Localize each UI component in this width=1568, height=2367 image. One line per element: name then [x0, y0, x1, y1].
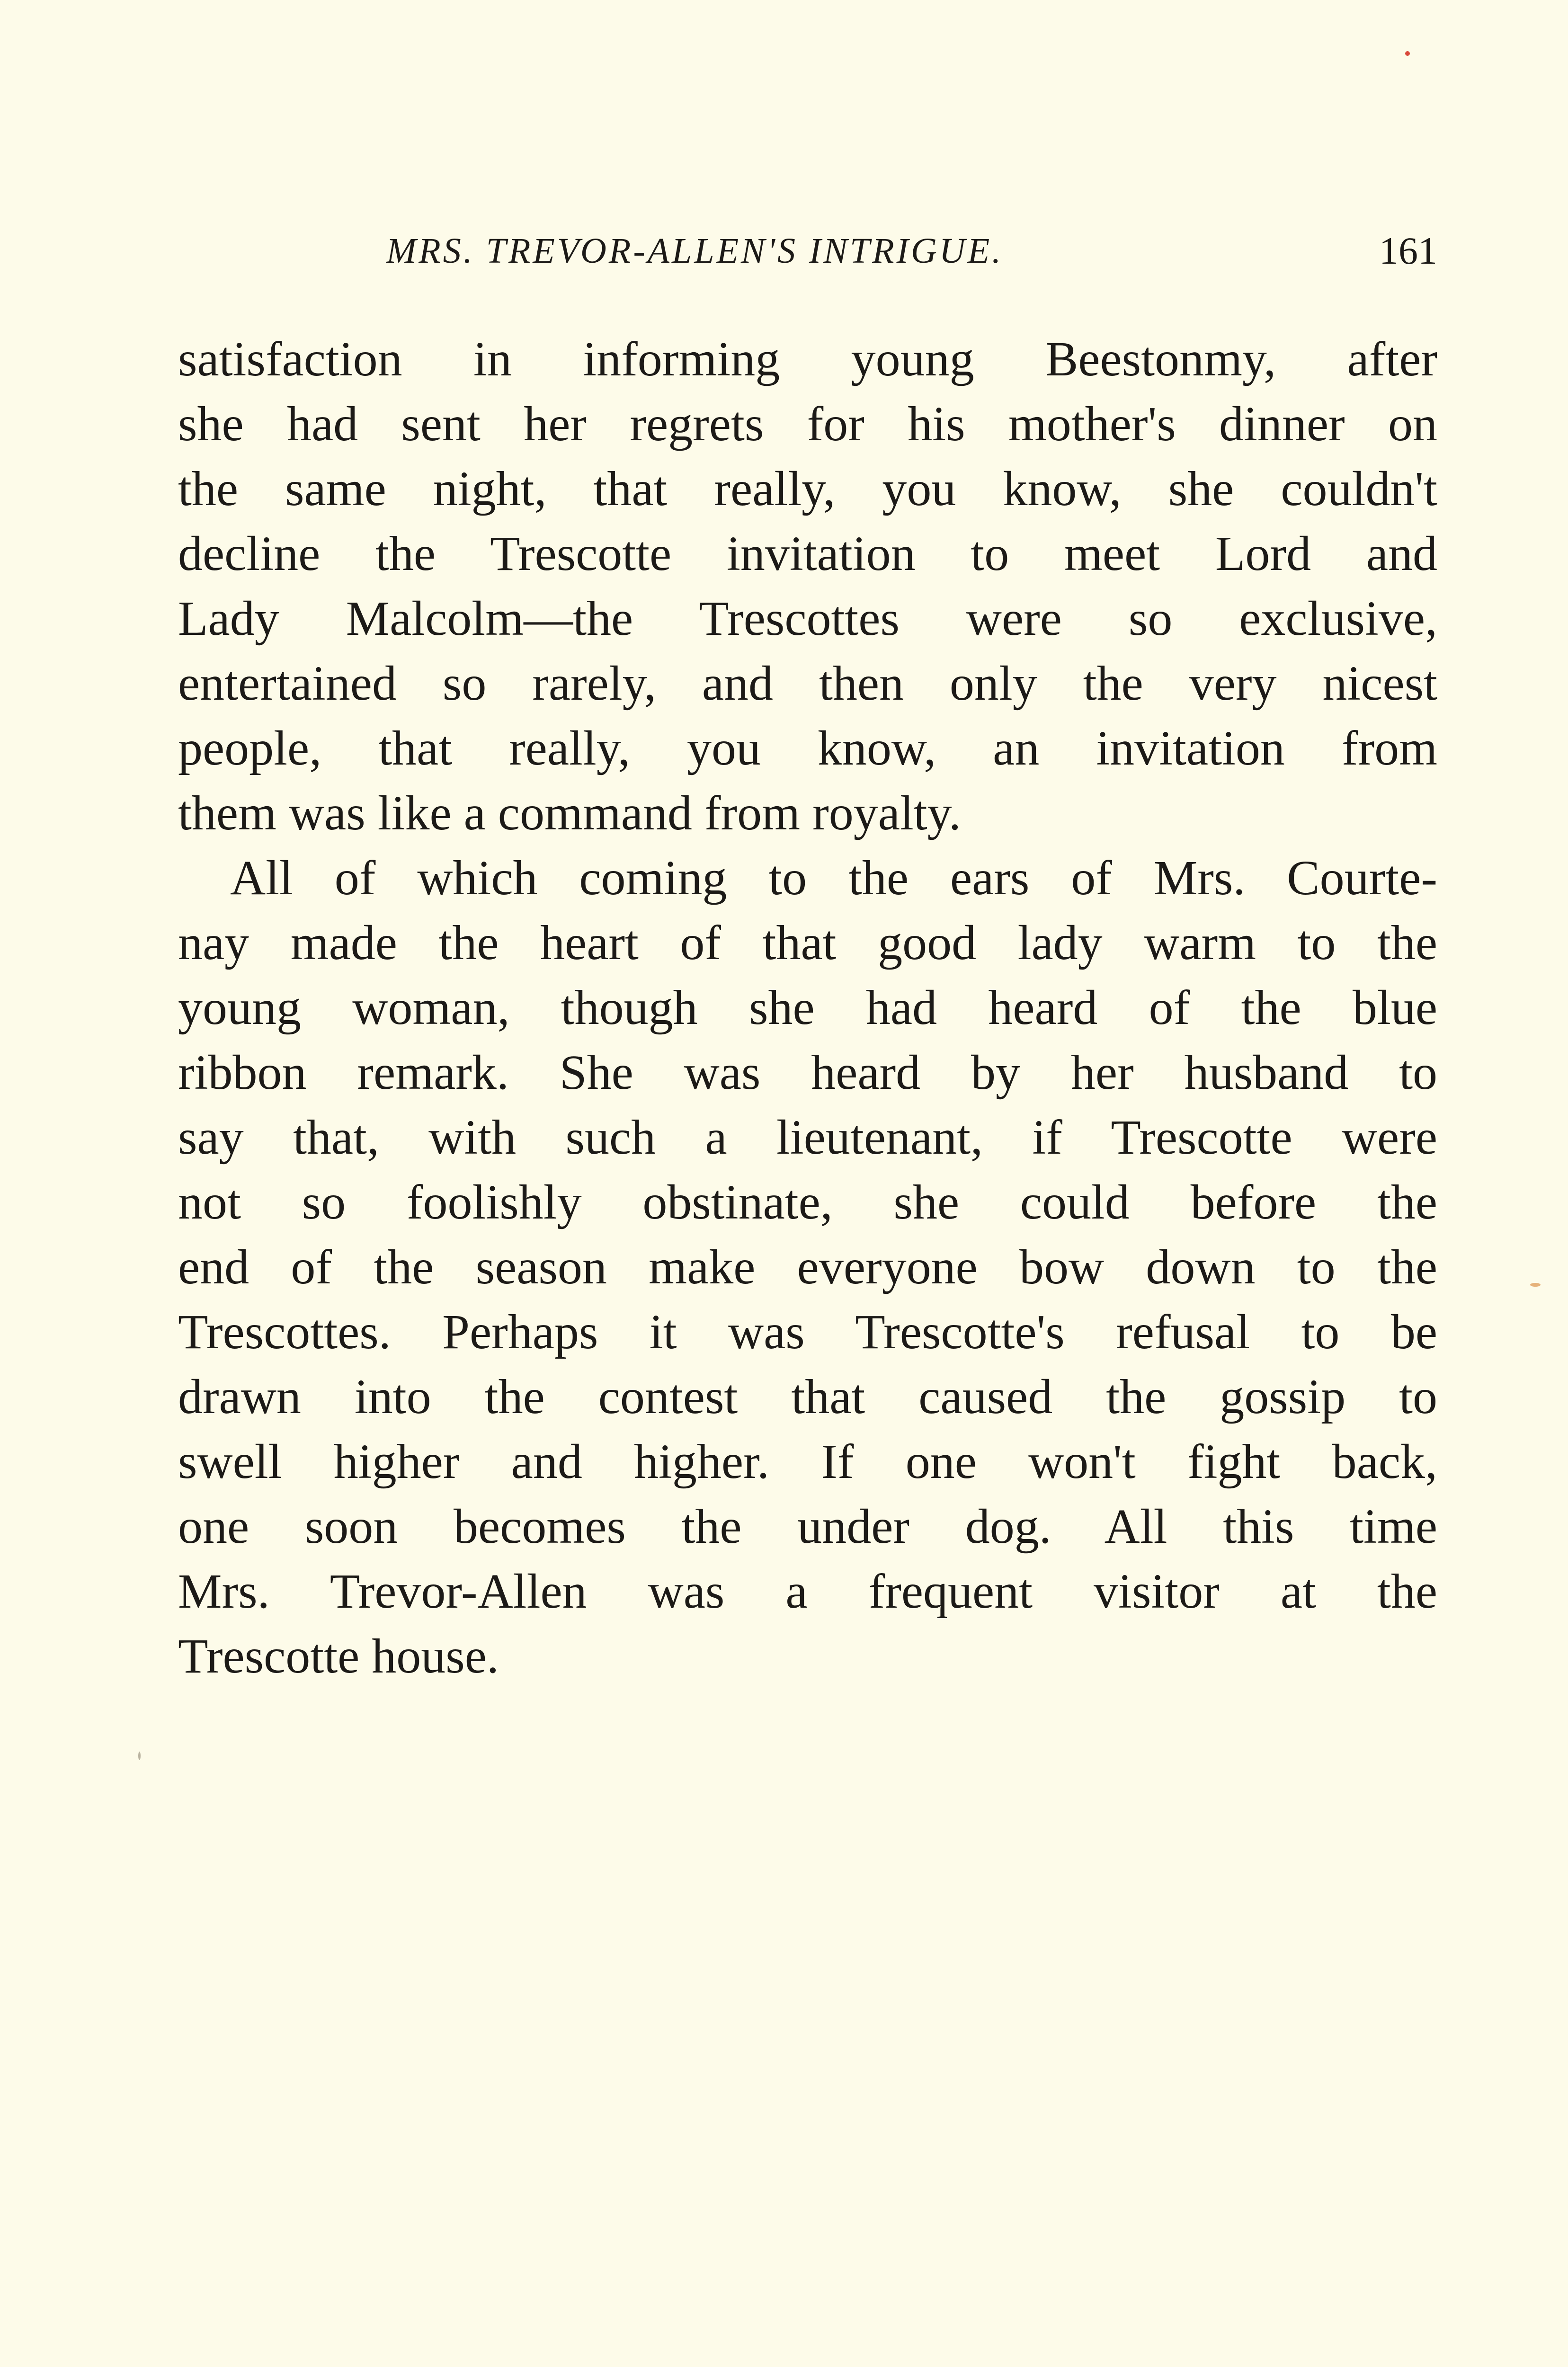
paper-speck [1405, 51, 1410, 56]
paragraph-2 [178, 845, 1437, 1689]
text-line: people, that really, you know, an invitation from [178, 721, 1437, 775]
text-line: entertained so rarely, and then only the very nicest [178, 656, 1437, 711]
text-line: the same night, that really, you know, she couldn't [178, 462, 1437, 516]
text-line: Mrs. Trevor-Allen was a frequent visitor at the [178, 1564, 1437, 1619]
text-line: satisfaction in informing young Beestonmy, after [178, 332, 1437, 386]
text-line: Lady Malcolm—the Trescottes were so exclusive, [178, 591, 1437, 646]
text-line: end of the season make everyone bow down to the [178, 1240, 1437, 1294]
text-line: All of which coming to the ears of Mrs. Courte- [230, 851, 1437, 905]
text-line: young woman, though she had heard of the blue [178, 980, 1437, 1035]
text-line: one soon becomes the under dog. All this time [178, 1499, 1437, 1554]
page-number: 161 [1379, 229, 1437, 272]
text-line: drawn into the contest that caused the gossip to [178, 1370, 1437, 1424]
text-line: ribbon remark. She was heard by her husband to [178, 1045, 1437, 1100]
paragraph-1 [178, 327, 1437, 845]
text-line: decline the Trescotte invitation to meet Lord and [178, 526, 1437, 581]
paper-speck [138, 1752, 141, 1760]
text-line: Trescotte house. [178, 1629, 499, 1683]
text-line: say that, with such a lieutenant, if Trescotte were [178, 1110, 1437, 1165]
body-text [178, 327, 1437, 1689]
text-line: she had sent her regrets for his mother's dinner on [178, 397, 1437, 451]
text-line: not so foolishly obstinate, she could before the [178, 1175, 1437, 1229]
text-line: them was like a command from royalty. [178, 786, 961, 840]
running-head [178, 222, 1437, 279]
paper-speck [1530, 1283, 1541, 1287]
text-line: swell higher and higher. If one won't fight back, [178, 1434, 1437, 1489]
running-title: MRS. TREVOR-ALLEN'S INTRIGUE. [386, 231, 1004, 271]
text-line: nay made the heart of that good lady warm to the [178, 916, 1437, 970]
text-line: Trescottes. Perhaps it was Trescotte's refusal to be [178, 1305, 1437, 1359]
